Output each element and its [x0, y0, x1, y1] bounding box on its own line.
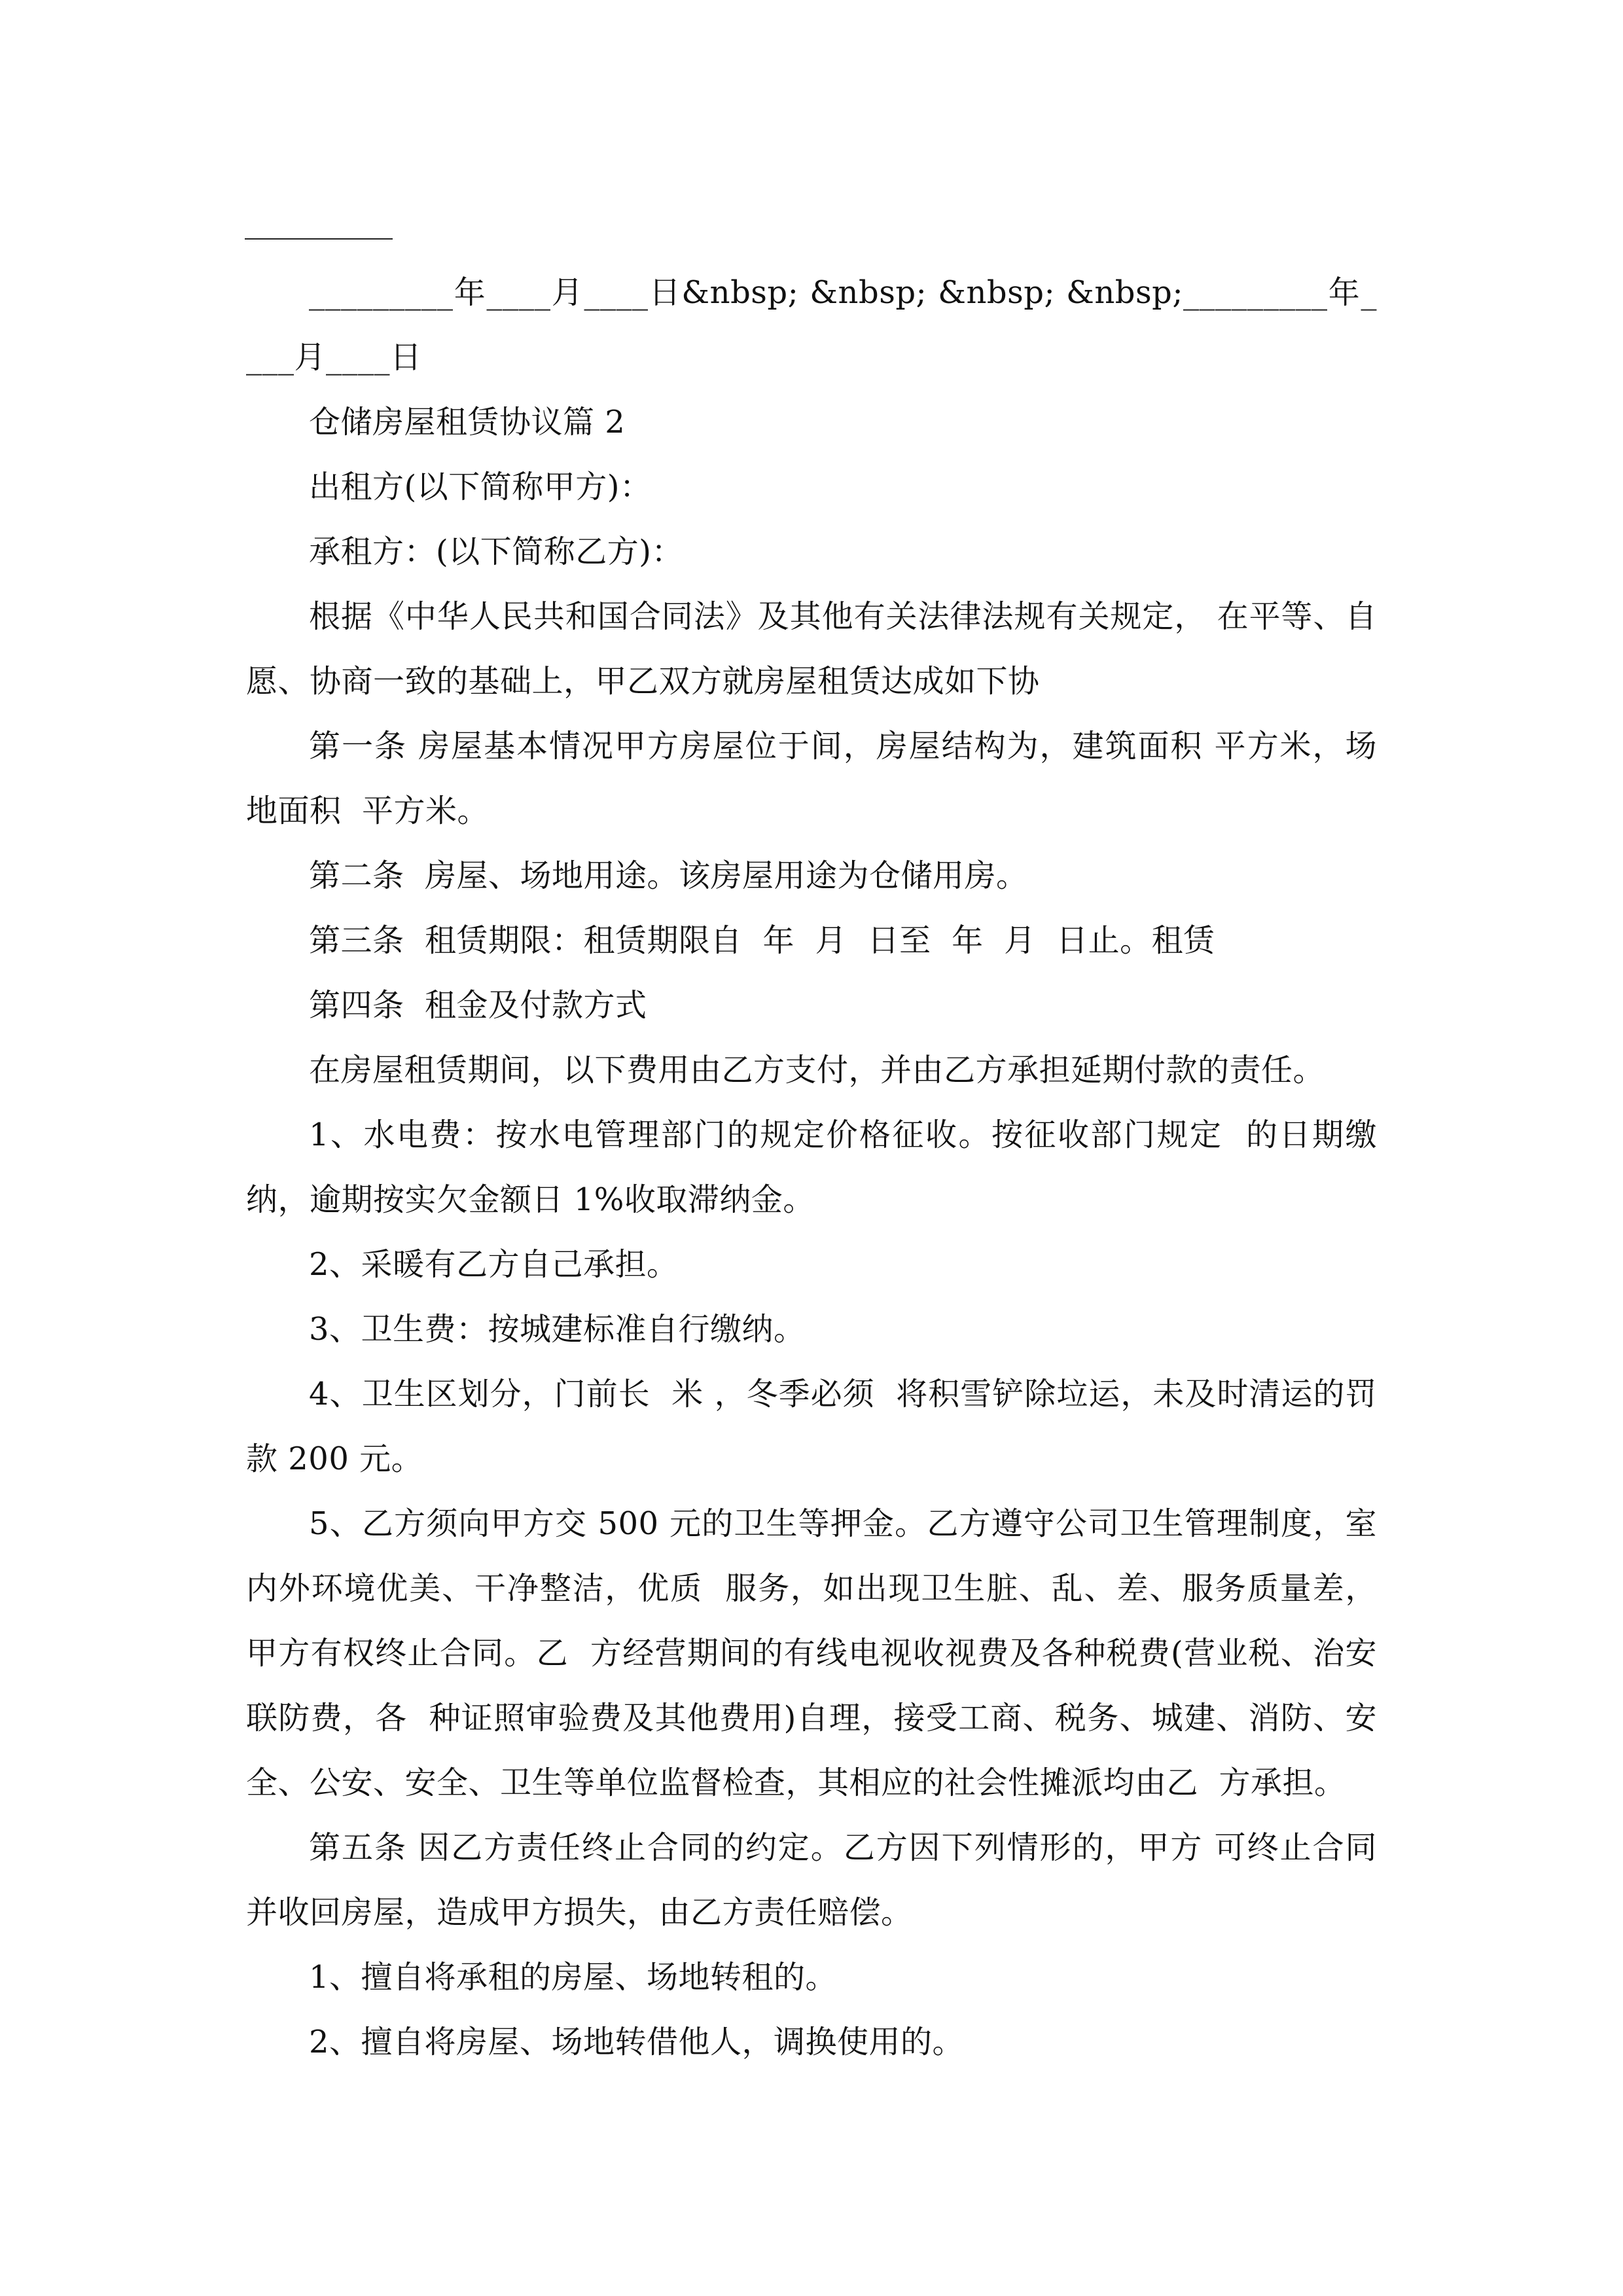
signature-blank-line: [245, 238, 393, 240]
article-4-item-3: 3、卫生费：按城建标准自行缴纳。: [309, 1311, 806, 1348]
article-4-heading: 第四条 租金及付款方式: [309, 987, 647, 1024]
article-4-item-2: 2、采暖有乙方自己承担。: [309, 1246, 679, 1283]
article-1: 第一条 房屋基本情况甲方房屋位于间，房屋结构为，建筑面积 平方米，场地面积 平方米。: [246, 728, 1377, 829]
article-4-item-4: 4、卫生区划分，门前长 米 ，冬季必须 将积雪铲除垃运，未及时清运的罚款 200 元。: [246, 1376, 1377, 1477]
article-4-item-1: 1、水电费：按水电管理部门的规定价格征收。按征收部门规定 的日期缴纳，逾期按实欠金额日 1%收取滞纳金。: [246, 1117, 1377, 1218]
article-5: 第五条 因乙方责任终止合同的约定。乙方因下列情形的，甲方 可终止合同并收回房屋，造成甲方损失，由乙方责任赔偿。: [246, 1829, 1377, 1931]
lessor-line: 出租方(以下简称甲方)：: [309, 469, 652, 505]
article-4-intro: 在房屋租赁期间，以下费用由乙方支付，并由乙方承担延期付款的责任。: [309, 1052, 1325, 1088]
article-2: 第二条 房屋、场地用途。该房屋用途为仓储用房。: [309, 857, 1028, 894]
article-3: 第三条 租赁期限：租赁期限自 年 月 日至 年 月 日止。租赁: [309, 922, 1215, 959]
lessee-line: 承租方：(以下简称乙方)：: [309, 533, 683, 570]
article-4-item-5: 5、乙方须向甲方交 500 元的卫生等押金。乙方遵守公司卫生管理制度，室内外环境优美、干净整洁，优质 服务，如出现卫生脏、乱、差、服务质量差，甲方有权终止合同。乙 方经营期间的有线电视收视费及各种税费(营业税、治安联防费，各 种证照审验费及其他费用)自理，接受工商、税务、城建、消防、安全、公安、安全、卫生等单位监督检查，其相应的社会性摊派均由乙 方承担。: [246, 1505, 1377, 1801]
preamble-paragraph: 根据《中华人民共和国合同法》及其他有关法律法规有关规定， 在平等、自愿、协商一致的基础上，甲乙双方就房屋租赁达成如下协: [246, 598, 1377, 700]
date-line: _________年____月____日&nbsp; &nbsp; &nbsp; &nbsp;_________年____月____日: [246, 274, 1377, 376]
section-title: 仓储房屋租赁协议篇 2: [309, 404, 626, 440]
document-body: [246, 260, 1377, 2075]
article-5-item-2: 2、擅自将房屋、场地转借他人，调换使用的。: [309, 2024, 965, 2060]
article-5-item-1: 1、擅自将承租的房屋、场地转租的。: [309, 1959, 838, 1996]
